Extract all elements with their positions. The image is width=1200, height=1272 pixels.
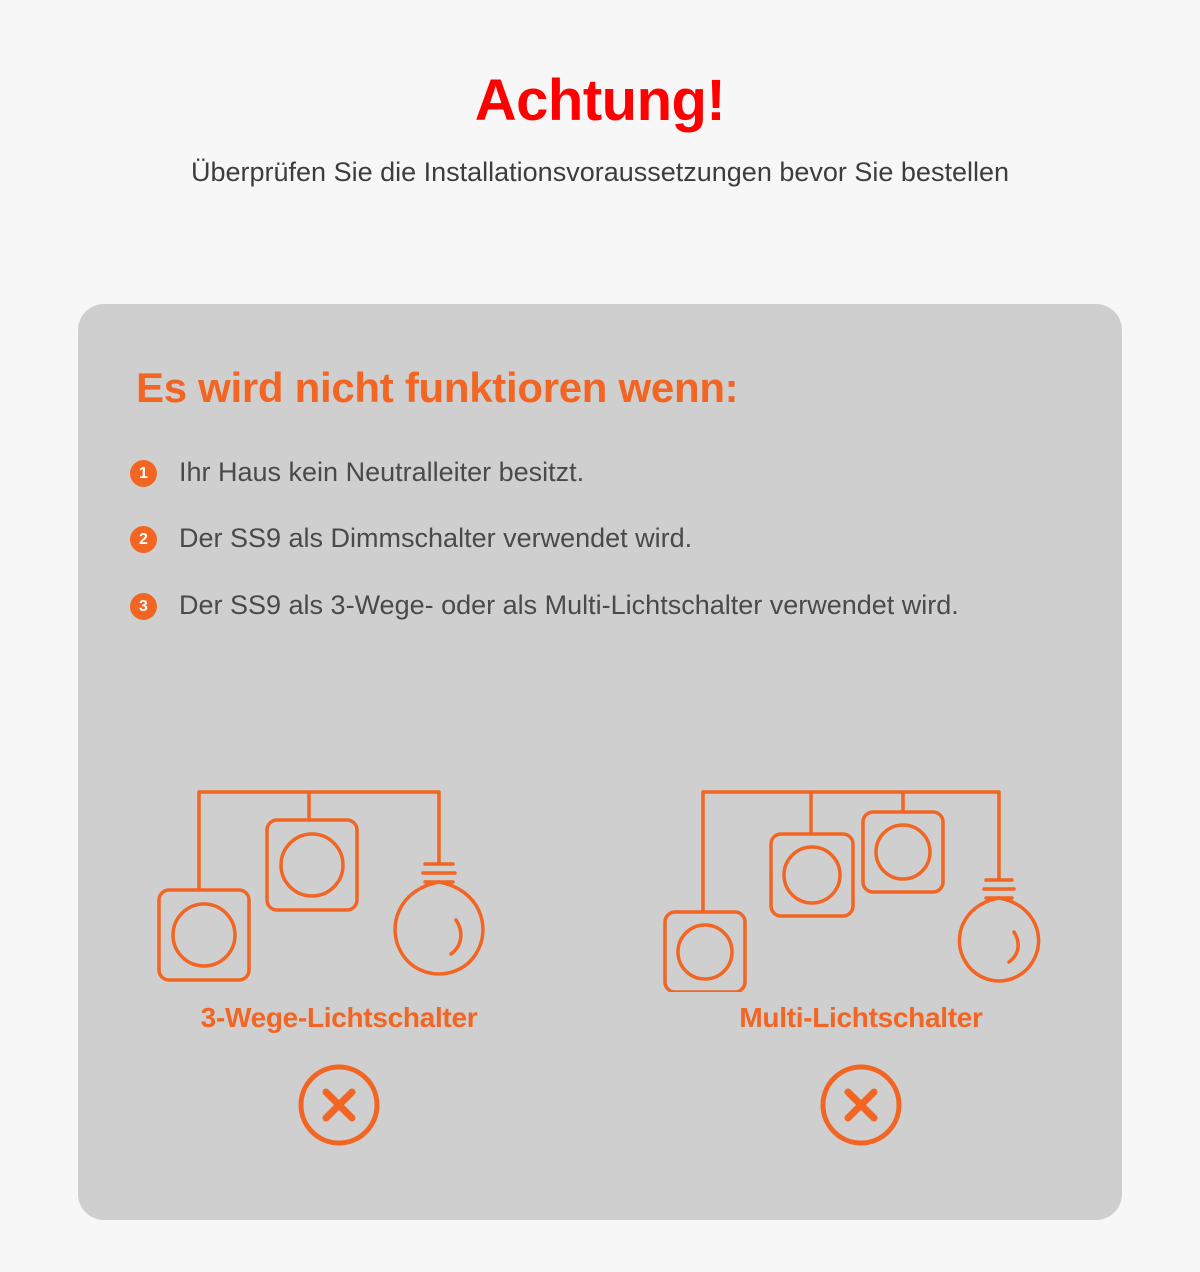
warning-card [78,304,1122,1220]
warning-list [130,454,1122,623]
diagram-three-way [104,772,574,1148]
list-item-label: Der SS9 als Dimmschalter verwendet wird. [179,523,693,554]
list-item [130,587,1122,623]
circle-x-icon [818,1062,904,1148]
circle-x-icon [296,1062,382,1148]
list-item [130,520,1122,556]
diagram-caption: Multi-Lichtschalter [739,1002,983,1033]
number-badge-3: 3 [130,593,157,620]
list-item-label: Ihr Haus kein Neutralleiter besitzt. [179,457,585,487]
card-heading: Es wird nicht funktioren wenn: [136,364,739,411]
list-item [130,454,1122,490]
page-title: Achtung! [474,68,726,133]
list-item-label: Der SS9 als 3-Wege- oder als Multi-Lichtschalter verwendet wird. [179,589,959,620]
number-badge-1: 1 [130,460,157,487]
diagram-multi-way [626,772,1096,1148]
diagram-row [78,772,1122,1148]
three-way-switch-diagram [139,772,539,992]
number-badge-2: 2 [130,526,157,553]
multi-switch-diagram [661,772,1061,992]
poster-root [0,68,1200,1272]
page-subtitle: Überprüfen Sie die Installationsvoraussetzungen bevor Sie bestellen [190,157,1009,187]
diagram-caption: 3-Wege-Lichtschalter [200,1002,478,1033]
